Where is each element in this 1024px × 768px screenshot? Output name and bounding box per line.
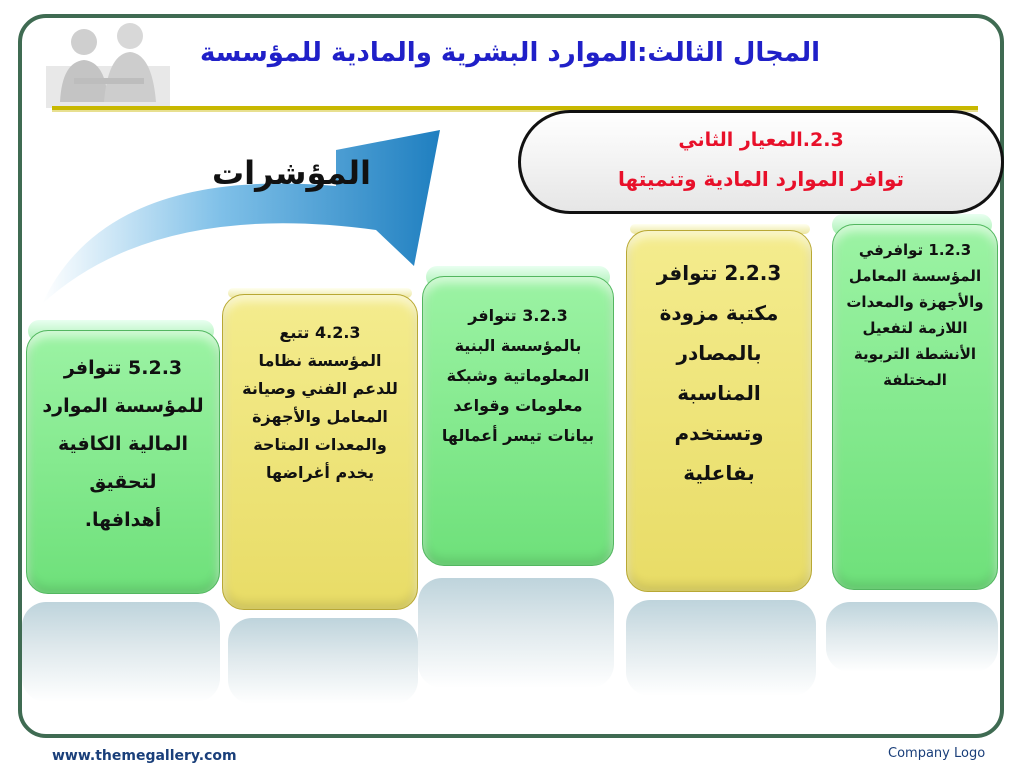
card-reflection xyxy=(418,578,614,688)
indicator-text: 5.2.3 تتوافر للمؤسسة الموارد المالية الكافية لتحقيق أهدافها. xyxy=(42,357,204,531)
website-link[interactable]: www.themegallery.com xyxy=(52,748,237,764)
indicator-text: 4.2.3 تتبع المؤسسة نظاما للدعم الفني وصيانة المعامل والأجهزة والمعدات المتاحة يخدم أغراضها xyxy=(242,323,398,482)
card-reflection xyxy=(228,618,418,704)
standard-title: توافر الموارد المادية وتنميتها xyxy=(617,167,904,191)
indicator-card-5-2-3 xyxy=(26,330,220,594)
indicator-card-1-2-3 xyxy=(832,224,998,590)
card-reflection xyxy=(626,600,816,696)
card-reflection xyxy=(22,602,220,702)
indicator-card-2-2-3 xyxy=(626,230,812,592)
people-silhouette-icon xyxy=(46,22,170,108)
indicator-text: 2.2.3 تتوافر مكتبة مزودة بالمصادر المناسبة وتستخدم بفاعلية xyxy=(656,261,782,485)
card-reflection xyxy=(826,602,998,672)
indicator-card-4-2-3 xyxy=(222,294,418,610)
indicators-label: المؤشرات xyxy=(212,154,371,192)
standard-number: 2.3.المعيار الثاني xyxy=(678,129,844,151)
company-logo: Company Logo xyxy=(888,746,986,761)
indicator-card-3-2-3 xyxy=(422,276,614,566)
slide-title: المجال الثالث:الموارد البشرية والمادية للمؤسسة xyxy=(200,38,820,68)
standard-box xyxy=(518,110,1004,214)
indicator-text: 1.2.3 توافرفي المؤسسة المعامل والأجهزة والمعدات اللازمة لتفعيل الأنشطة التربوية المختلفة xyxy=(846,241,984,389)
indicator-text: 3.2.3 تتوافر بالمؤسسة البنية المعلوماتية وشبكة معلومات وقواعد بيانات تيسر أعمالها xyxy=(441,306,595,445)
